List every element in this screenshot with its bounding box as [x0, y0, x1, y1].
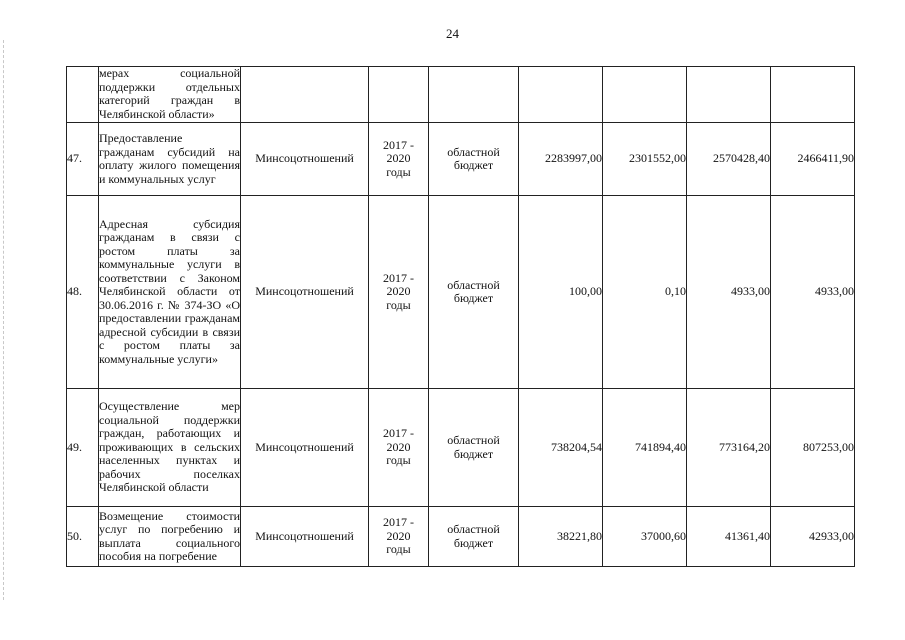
measure-name: Адресная субсидия гражданам в связи с ростом платы за коммунальные услуги в соответствии с Законом Челябинской области от 30.06.2016 г. № 374-ЗО «О предоставлении гражданам адресной субсидии в связи с ростом платы за коммунальные услуги» [99, 196, 241, 389]
row-number: 47. [67, 123, 99, 196]
amount-2020: 4933,00 [771, 196, 855, 389]
amount-2020: 807253,00 [771, 389, 855, 507]
period-word: годы [386, 164, 411, 179]
executor [241, 67, 369, 123]
period-word: годы [386, 542, 411, 557]
amount-2017 [519, 67, 603, 123]
executor: Минсоцотношений [241, 123, 369, 196]
period-word: годы [386, 297, 411, 312]
measure-name: Предоставление гражданам субсидий на оплату жилого помещения и коммунальных услуг [99, 123, 241, 196]
executor: Минсоцотношений [241, 196, 369, 389]
row-number: 48. [67, 196, 99, 389]
amount-2018: 0,10 [603, 196, 687, 389]
page-number: 24 [446, 26, 459, 41]
measure-name: Осуществление мер социальной поддержки граждан, работающих и проживающих в сельских населенных пунктах и рабочих поселках Челябинской области [99, 389, 241, 507]
amount-2019: 4933,00 [687, 196, 771, 389]
period [369, 507, 429, 567]
period-word: годы [386, 453, 411, 468]
period [369, 67, 429, 123]
period-start: 2017 - [383, 270, 414, 285]
funding-source: областной бюджет [429, 123, 519, 196]
amount-2020: 42933,00 [771, 507, 855, 567]
funding-source: областной бюджет [429, 389, 519, 507]
measure-name: мерах социальной поддержки отдельных категорий граждан в Челябинской области» [99, 66, 240, 121]
amount-2018: 2301552,00 [603, 123, 687, 196]
table-row [67, 507, 855, 567]
amount-2017: 38221,80 [519, 507, 603, 567]
measure-name: Возмещение стоимости услуг по погребению и выплата социального пособия на погребение [99, 507, 241, 567]
amount-2018 [603, 67, 687, 123]
period-end: 2020 [386, 284, 411, 299]
period [369, 389, 429, 507]
amount-2017: 2283997,00 [519, 123, 603, 196]
funding-source: областной бюджет [429, 507, 519, 567]
amount-2019: 41361,40 [687, 507, 771, 567]
scan-edge-line [3, 40, 4, 600]
period-start: 2017 - [383, 515, 414, 530]
period-end: 2020 [386, 528, 411, 543]
amount-2019: 773164,20 [687, 389, 771, 507]
period-start: 2017 - [383, 137, 414, 152]
budget-table [66, 66, 855, 567]
funding-source: областной бюджет [429, 196, 519, 389]
amount-2018: 37000,60 [603, 507, 687, 567]
row-number: 49. [67, 389, 99, 507]
amount-2017: 738204,54 [519, 389, 603, 507]
amount-2020 [771, 67, 855, 123]
period-end: 2020 [386, 439, 411, 454]
amount-2018: 741894,40 [603, 389, 687, 507]
amount-2020: 2466411,90 [771, 123, 855, 196]
table-row [67, 389, 855, 507]
amount-2019: 2570428,40 [687, 123, 771, 196]
period-start: 2017 - [383, 426, 414, 441]
funding-source [429, 67, 519, 123]
executor: Минсоцотношений [241, 389, 369, 507]
table-row [67, 67, 855, 123]
executor: Минсоцотношений [241, 507, 369, 567]
period-end: 2020 [386, 151, 411, 166]
table-row [67, 196, 855, 389]
row-number [67, 67, 99, 123]
amount-2019 [687, 67, 771, 123]
row-number: 50. [67, 507, 99, 567]
period [369, 196, 429, 389]
amount-2017: 100,00 [519, 196, 603, 389]
period [369, 123, 429, 196]
table-row [67, 123, 855, 196]
